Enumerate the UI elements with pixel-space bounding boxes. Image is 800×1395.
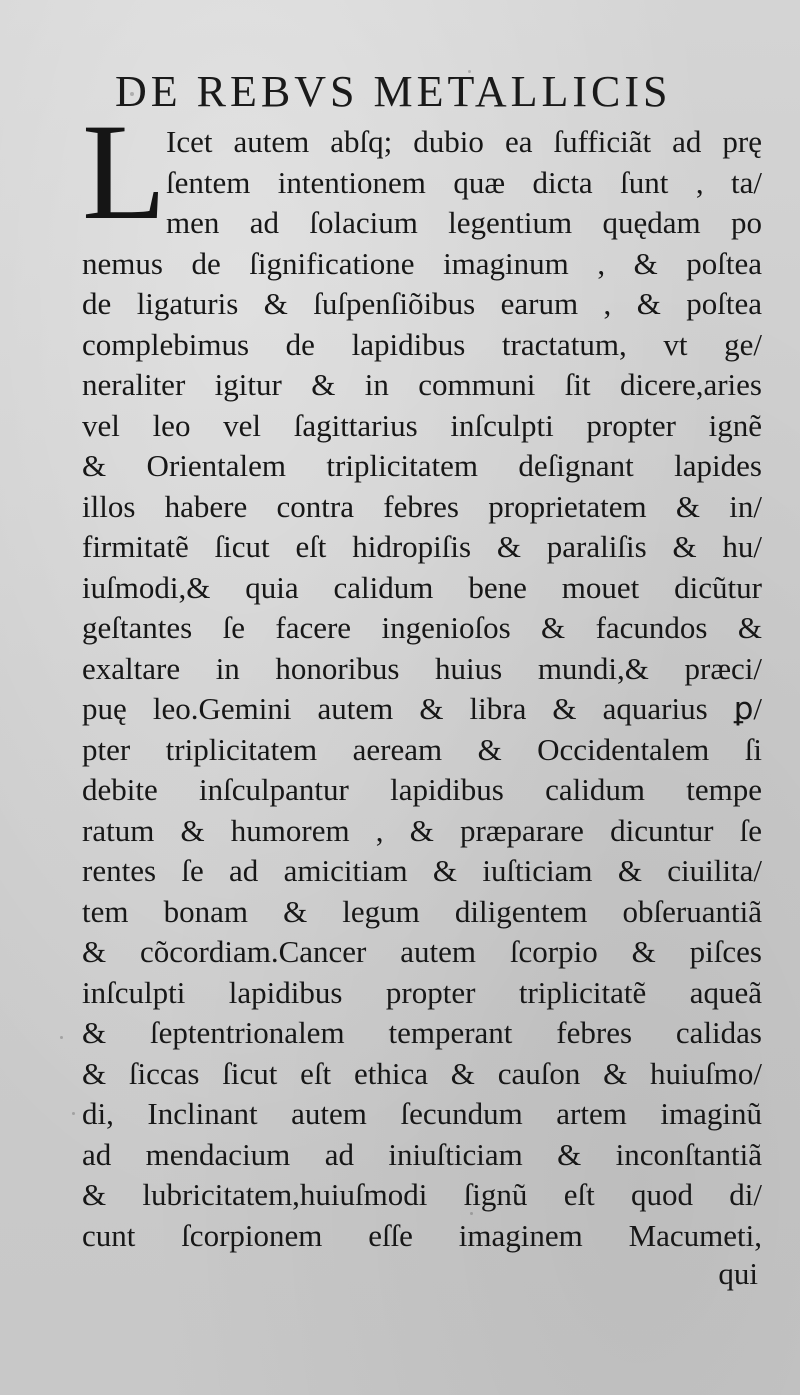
text-line: neraliter igitur & in communi ſit dicere,aries: [82, 367, 762, 402]
text-line: complebimus de lapidibus tractatum, vt ge/: [82, 326, 762, 362]
ink-speck: [60, 1036, 63, 1039]
text-line: illos habere contra febres proprietatem & in/: [82, 488, 762, 524]
text-line: & ſeptentrionalem temperant febres calidas: [82, 1015, 762, 1050]
text-line: ad mendacium ad iniuſticiam & inconſtantiã: [82, 1136, 762, 1172]
text-line: ratum & humorem , & præparare dicuntur ſe: [82, 812, 762, 848]
text-line: pter triplicitatem aeream & Occidentalem ſi: [82, 731, 762, 767]
text-line: geſtantes ſe facere ingenioſos & facundos &: [82, 610, 762, 645]
running-head: DE REBVS METALLICIS: [115, 67, 672, 116]
ink-speck: [72, 1112, 75, 1115]
text-line: & lubricitatem,huiuſmodi ſignũ eſt quod di/: [82, 1177, 762, 1212]
text-line: cunt ſcorpionem eſſe imaginem Macumeti,: [82, 1217, 762, 1253]
text-line: exaltare in honoribus huius mundi,& præci/: [82, 650, 762, 686]
text-line: di, Inclinant autem ſecundum artem imaginũ: [82, 1096, 762, 1131]
text-line: & Orientalem triplicitatem deſignant lapides: [82, 448, 762, 483]
text-line: iuſmodi,& quia calidum bene mouet dicũtur: [82, 569, 762, 605]
text-line: inſculpti lapidibus propter triplicitatẽ aqueã: [82, 974, 762, 1010]
text-line: men ad ſolacium legentium quędam po: [166, 205, 762, 240]
drop-cap: L: [82, 95, 167, 248]
text-line: de ligaturis & ſuſpenſiõibus earum , & poſtea: [82, 286, 762, 321]
text-line: tem bonam & legum diligentem obſeruantiã: [82, 893, 762, 929]
text-line: rentes ſe ad amicitiam & iuſticiam & ciuilita/: [82, 853, 762, 888]
text-line: Icet autem abſq; dubio ea ſufficiãt ad prę: [166, 124, 762, 159]
text-line: & ſiccas ſicut eſt ethica & cauſon & huiuſmo/: [82, 1055, 762, 1091]
text-line: vel leo vel ſagittarius inſculpti propter ignẽ: [82, 407, 762, 443]
text-line: debite inſculpantur lapidibus calidum tempe: [82, 772, 762, 807]
body-text: [82, 122, 762, 1256]
text-line: puę leo.Gemini autem & libra & aquarius ꝑ/: [82, 691, 762, 726]
text-line: & cõcordiam.Cancer autem ſcorpio & piſces: [82, 934, 762, 969]
text-line: ſentem intentionem quæ dicta ſunt , ta/: [166, 164, 762, 200]
catchword: qui: [718, 1256, 758, 1291]
text-line: firmitatẽ ſicut eſt hidropiſis & paraliſis & hu/: [82, 529, 762, 564]
text-line: nemus de ſignificatione imaginum , & poſtea: [82, 245, 762, 281]
